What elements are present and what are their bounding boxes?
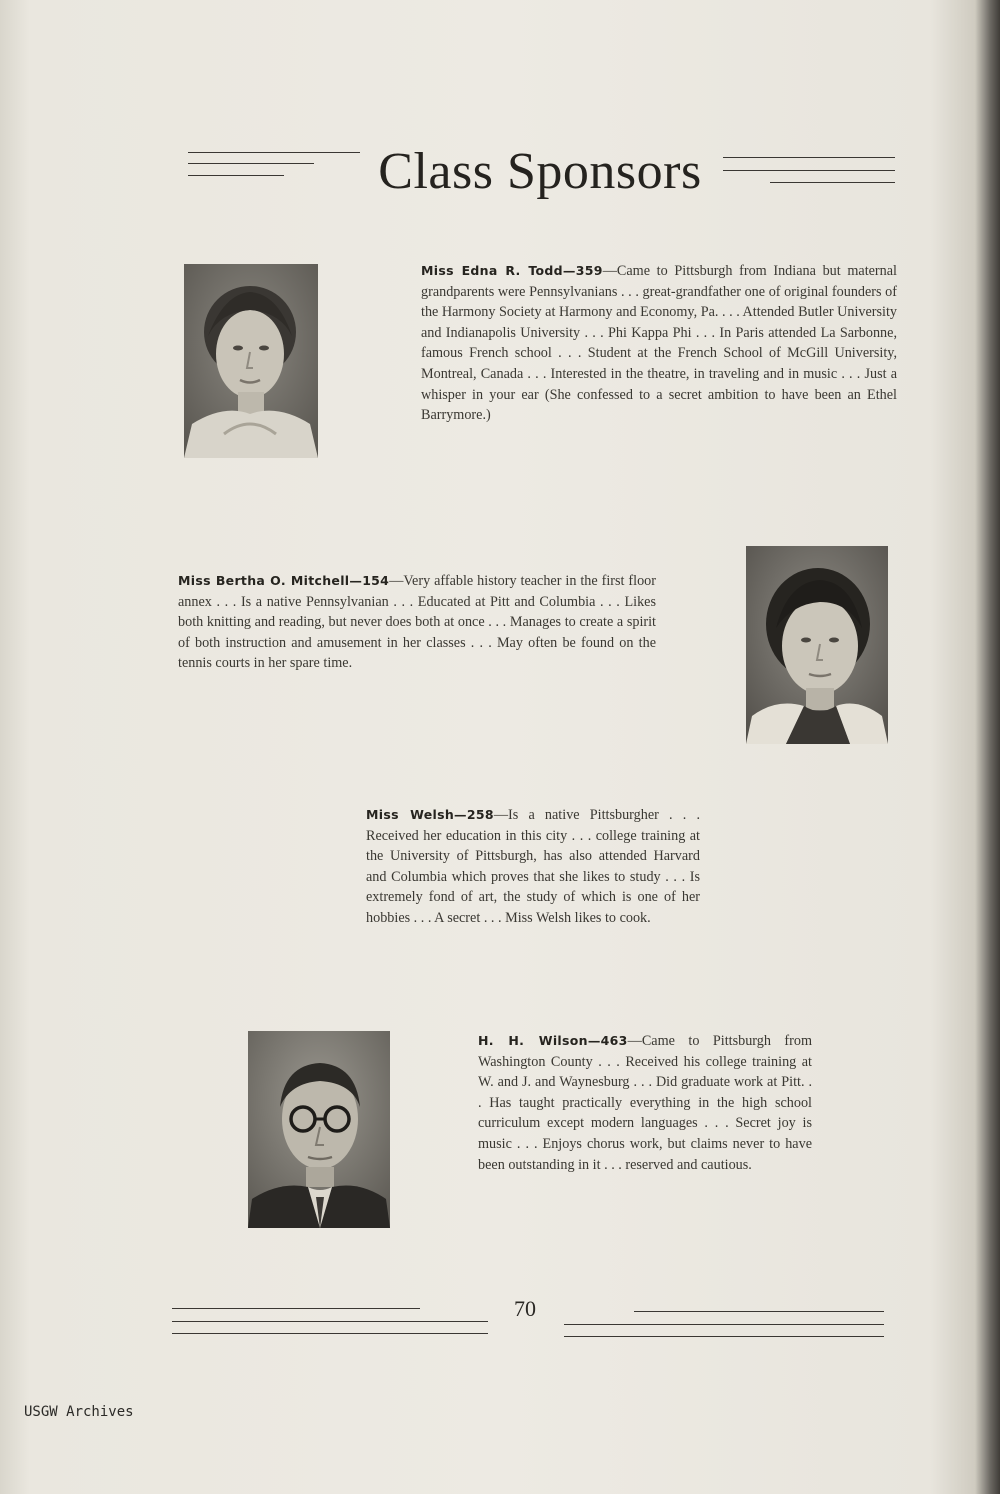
sponsor-room-todd: 359 bbox=[575, 263, 603, 278]
sponsor-text-todd: Came to Pittsburgh from Indiana but maternal grandparents were Pennsylvanians . . . great-grandfather one of original founders of the Harmony Society at Harmony and Economy, Pa. . . . Attended Butler University and Indianapolis University . . . Phi Kappa Phi . . . In Paris attended La Sarbonne, famous French school . . . Student at the French School of McGill University, Montreal, Canada . . . Interested in the theatre, in traveling and in music . . . Just a whisper in your ear (She confessed to a secret ambition to have been an Ethel Barrymore.) bbox=[421, 263, 897, 424]
sponsor-room-welsh: 258 bbox=[466, 807, 494, 822]
title-rule-right-2 bbox=[723, 170, 895, 171]
footer-rule-left-1 bbox=[172, 1308, 420, 1309]
sponsor-photo-mitchell bbox=[746, 546, 888, 744]
footer-rule-right-2 bbox=[564, 1324, 884, 1325]
title-rule-left-1 bbox=[188, 152, 360, 153]
title-rule-left-2 bbox=[188, 163, 314, 164]
sponsor-name-mitchell: Miss Bertha O. Mitchell bbox=[178, 573, 350, 588]
sponsor-room-wilson: 463 bbox=[600, 1033, 628, 1048]
sponsor-bio-wilson: H. H. Wilson—463—Came to Pittsburgh from Washington County . . . Received his college training at W. and J. and Waynesburg . . . Did graduate work at Pitt. . . Has taught practically everything in the high school curriculum except modern languages . . . Secret joy is music . . . Enjoys chorus work, but claims never to have been outstanding in it . . . reserved and cautious. bbox=[478, 1033, 812, 1173]
archive-credit: USGW Archives bbox=[24, 1404, 134, 1420]
sponsor-bio-welsh: Miss Welsh—258—Is a native Pittsburgher . . . Received her education in this city . . . college training at the University of Pittsburgh, has also attended Harvard and Columbia which proves that she likes to study . . . Is extremely fond of art, the study of which is one of her hobbies . . . A secret . . . Miss Welsh likes to cook. bbox=[366, 807, 700, 926]
portrait-icon bbox=[184, 264, 318, 458]
portrait-icon bbox=[746, 546, 888, 744]
footer-rule-right-3 bbox=[564, 1336, 884, 1337]
sponsor-text-mitchell: Very affable history teacher in the first floor annex . . . Is a native Pennsylvanian . . . Educated at Pitt and Columbia . . . Likes both knitting and reading, but never does both at once . . . Manages to create a spirit of both instruction and amusement in her classes . . . May often be found on the tennis courts in her spare time. bbox=[178, 573, 656, 672]
footer-rule-left-3 bbox=[172, 1333, 488, 1334]
sponsor-text-wilson: Came to Pittsburgh from Washington County . . . Received his college training at W. and J. and Waynesburg . . . Did graduate work at Pitt. . . Has taught practically everything in the high school curriculum except modern languages . . . Secret joy is music . . . Enjoys chorus work, but claims never to have been outstanding in it . . . reserved and cautious. bbox=[478, 1033, 812, 1173]
sponsor-bio-todd: Miss Edna R. Todd—359—Came to Pittsburgh from Indiana but maternal grandparents were Pennsylvanians . . . great-grandfather one of original founders of the Harmony Society at Harmony and Economy, Pa. . . . Attended Butler University and Indianapolis University . . . Phi Kappa Phi . . . In Paris attended La Sarbonne, famous French school . . . Student at the French School of McGill University, Montreal, Canada . . . Interested in the theatre, in traveling and in music . . . Just a whisper in your ear (She confessed to a secret ambition to have been an Ethel Barrymore.) bbox=[421, 263, 897, 424]
sponsor-bio-mitchell: Miss Bertha O. Mitchell—154—Very affable history teacher in the first floor annex . . . Is a native Pennsylvanian . . . Educated at Pitt and Columbia . . . Likes both knitting and reading, but never does both at once . . . Manages to create a spirit of both instruction and amusement in her classes . . . May often be found on the tennis courts in her spare time. bbox=[178, 573, 656, 672]
title-rule-left-3 bbox=[188, 175, 284, 176]
footer-rule-right-1 bbox=[634, 1311, 884, 1312]
title-rule-right-3 bbox=[770, 182, 895, 183]
page-title: Class Sponsors bbox=[378, 143, 702, 200]
sponsor-room-mitchell: 154 bbox=[362, 573, 390, 588]
sponsor-name-wilson: H. H. Wilson bbox=[478, 1033, 588, 1048]
page-number: 70 bbox=[514, 1296, 536, 1321]
sponsor-name-welsh: Miss Welsh bbox=[366, 807, 455, 822]
sponsor-name-todd: Miss Edna R. Todd bbox=[421, 263, 563, 278]
sponsor-photo-wilson bbox=[248, 1031, 390, 1228]
portrait-icon bbox=[248, 1031, 390, 1228]
footer-rule-left-2 bbox=[172, 1321, 488, 1322]
title-rule-right-1 bbox=[723, 157, 895, 158]
sponsor-photo-todd bbox=[184, 264, 318, 458]
sponsor-text-welsh: Is a native Pittsburgher . . . Received her education in this city . . . college training at the University of Pittsburgh, has also attended Harvard and Columbia which proves that she likes to study . . . Is extremely fond of art, the study of which is one of her hobbies . . . A secret . . . Miss Welsh likes to cook. bbox=[366, 807, 700, 926]
